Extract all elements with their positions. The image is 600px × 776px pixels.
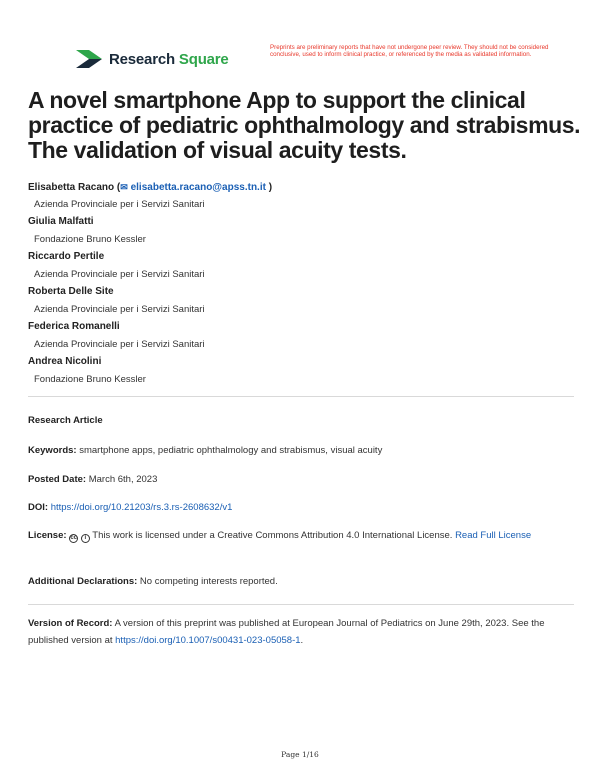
author-affiliation: Azienda Provinciale per i Servizi Sanitari xyxy=(34,198,205,210)
version-of-record: Version of Record: A version of this preprint was published at European Journal of Pediatrics on June 29th, 2023. See the published version at https://doi.org/10.1007/s00431-023-05058-1. xyxy=(28,618,545,646)
envelope-icon: ✉ xyxy=(120,182,128,192)
preprint-notice: Preprints are preliminary reports that have not undergone peer review. They should not be considered conclusive, used to inform clinical practice, or referenced by the media as validated information. xyxy=(270,44,549,58)
article-type: Research Article xyxy=(28,415,103,426)
page-number: Page 1/16 xyxy=(281,750,319,759)
divider xyxy=(28,396,574,397)
attribution-icon: i xyxy=(81,534,90,543)
author-affiliation: Fondazione Bruno Kessler xyxy=(34,233,146,245)
additional-declarations: Additional Declarations: No competing interests reported. xyxy=(28,576,278,587)
author-name: Elisabetta Racano (✉ elisabetta.racano@apss.tn.it ) xyxy=(28,182,273,193)
author-email-link[interactable]: elisabetta.racano@apss.tn.it xyxy=(130,182,266,193)
author-affiliation: Azienda Provinciale per i Servizi Sanitari xyxy=(34,268,205,280)
author-name: Riccardo Pertile xyxy=(28,251,105,262)
doi-link[interactable]: https://doi.org/10.21203/rs.3.rs-2608632/v1 xyxy=(50,502,233,513)
author-name: Andrea Nicolini xyxy=(28,356,102,367)
cc-icon: cc xyxy=(70,535,78,541)
author-name: Roberta Delle Site xyxy=(28,286,114,297)
posted-date: Posted Date: March 6th, 2023 xyxy=(28,474,158,485)
research-square-logo[interactable] xyxy=(76,48,229,70)
author-list xyxy=(28,178,568,388)
doi: DOI: https://doi.org/10.21203/rs.3.rs-2608632/v1 xyxy=(28,502,233,513)
keywords: Keywords: smartphone apps, pediatric ophthalmology and strabismus, visual acuity xyxy=(28,445,383,456)
author-name: Giulia Malfatti xyxy=(28,216,94,227)
research-square-logo-icon xyxy=(76,48,102,70)
logo-wordmark: Research Square xyxy=(109,50,229,68)
author-name: Federica Romanelli xyxy=(28,321,120,332)
paper-title: A novel smartphone App to support the clinical practice of pediatric ophthalmology and strabismus. The validation of visual acuity tests. xyxy=(28,87,581,163)
divider xyxy=(28,604,574,605)
license: License: cc i This work is licensed under a Creative Commons Attribution 4.0 International License. Read Full License xyxy=(28,530,532,541)
author-affiliation: Fondazione Bruno Kessler xyxy=(34,373,146,385)
author-affiliation: Azienda Provinciale per i Servizi Sanitari xyxy=(34,303,205,315)
header xyxy=(76,44,576,80)
published-version-link[interactable]: https://doi.org/10.1007/s00431-023-05058-1 xyxy=(115,635,301,646)
read-full-license-link[interactable]: Read Full License xyxy=(455,530,532,541)
author-affiliation: Azienda Provinciale per i Servizi Sanitari xyxy=(34,338,205,350)
